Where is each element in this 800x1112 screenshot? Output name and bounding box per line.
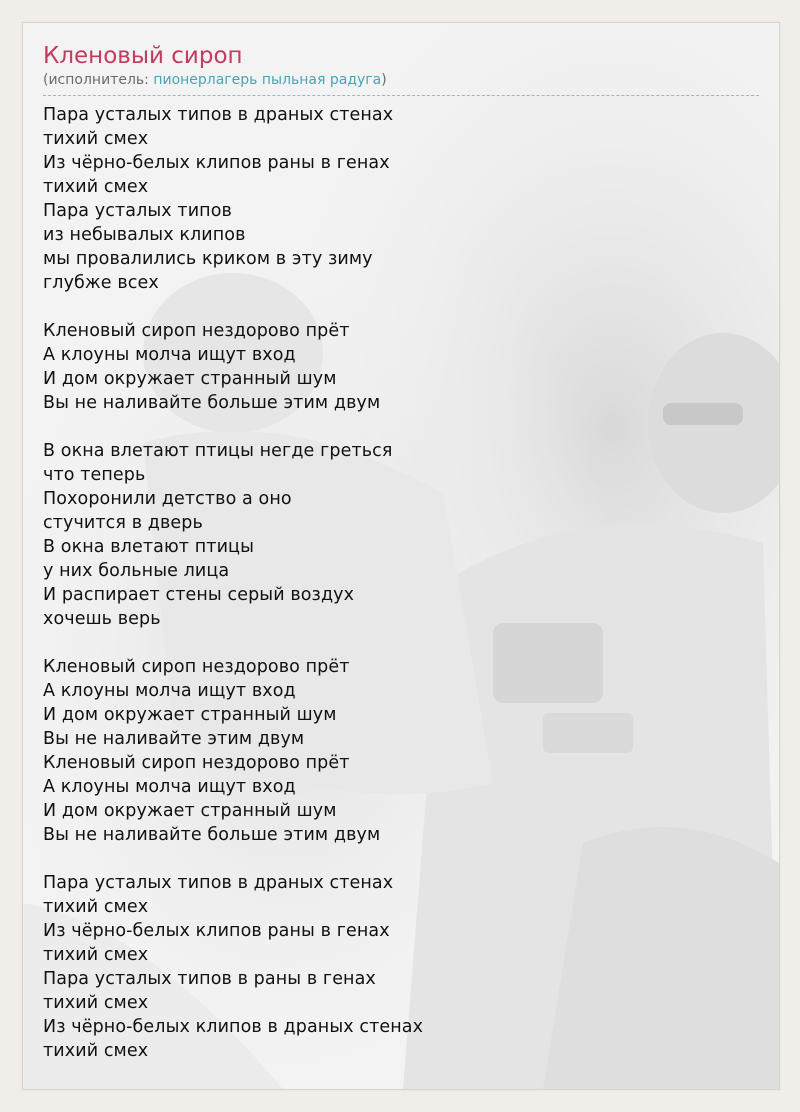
lyric-line: мы провалились криком в эту зиму <box>43 249 373 269</box>
lyric-line: из небывалых клипов <box>43 225 246 245</box>
lyric-line: тихий смех <box>43 177 149 197</box>
lyric-line: Из чёрно-белых клипов раны в генах <box>43 921 390 941</box>
artist-prefix: (исполнитель: <box>43 72 154 88</box>
lyric-line: И дом окружает странный шум <box>43 369 337 389</box>
lyrics-card <box>22 22 780 1090</box>
lyric-line: глубже всех <box>43 273 159 293</box>
lyric-line: Из чёрно-белых клипов раны в генах <box>43 153 390 173</box>
lyric-line: стучится в дверь <box>43 513 203 533</box>
stanza-break <box>43 415 759 439</box>
lyric-line: Пара усталых типов <box>43 201 232 221</box>
lyric-line: тихий смех <box>43 1041 149 1061</box>
artist-line <box>43 71 759 96</box>
song-title: Кленовый сироп <box>43 43 243 69</box>
lyric-line: тихий смех <box>43 129 149 149</box>
lyric-line: хочешь верь <box>43 609 161 629</box>
lyric-line: Из чёрно-белых клипов в драных стенах <box>43 1017 424 1037</box>
lyric-line: И дом окружает странный шум <box>43 801 337 821</box>
lyric-line: А клоуны молча ищут вход <box>43 681 296 701</box>
lyric-line: И дом окружает странный шум <box>43 705 337 725</box>
lyric-line: Похоронили детство а оно <box>43 489 292 509</box>
lyric-line: Вы не наливайте этим двум <box>43 729 305 749</box>
lyric-line: В окна влетают птицы <box>43 537 254 557</box>
stanza-break <box>43 847 759 871</box>
lyrics-text <box>43 103 759 1063</box>
lyric-line: Кленовый сироп нездорово прёт <box>43 657 350 677</box>
lyric-line: тихий смех <box>43 897 149 917</box>
lyric-line: Кленовый сироп нездорово прёт <box>43 321 350 341</box>
lyric-line: тихий смех <box>43 993 149 1013</box>
lyric-line: А клоуны молча ищут вход <box>43 777 296 797</box>
lyric-line: Пара усталых типов в драных стенах <box>43 873 394 893</box>
lyric-line: тихий смех <box>43 945 149 965</box>
lyric-line: что теперь <box>43 465 146 485</box>
artist-link[interactable]: пионерлагерь пыльная радуга <box>153 72 382 88</box>
lyric-line: Вы не наливайте больше этим двум <box>43 825 381 845</box>
artist-suffix: ) <box>381 72 387 88</box>
lyric-line: Пара усталых типов в раны в генах <box>43 969 376 989</box>
lyric-line: А клоуны молча ищут вход <box>43 345 296 365</box>
stanza-break <box>43 631 759 655</box>
lyric-line: Вы не наливайте больше этим двум <box>43 393 381 413</box>
lyric-line: у них больные лица <box>43 561 230 581</box>
lyric-line: Пара усталых типов в драных стенах <box>43 105 394 125</box>
stanza-break <box>43 295 759 319</box>
lyric-line: И распирает стены серый воздух <box>43 585 355 605</box>
lyric-line: Кленовый сироп нездорово прёт <box>43 753 350 773</box>
lyric-line: В окна влетают птицы негде греться <box>43 441 393 461</box>
content <box>43 41 759 1063</box>
